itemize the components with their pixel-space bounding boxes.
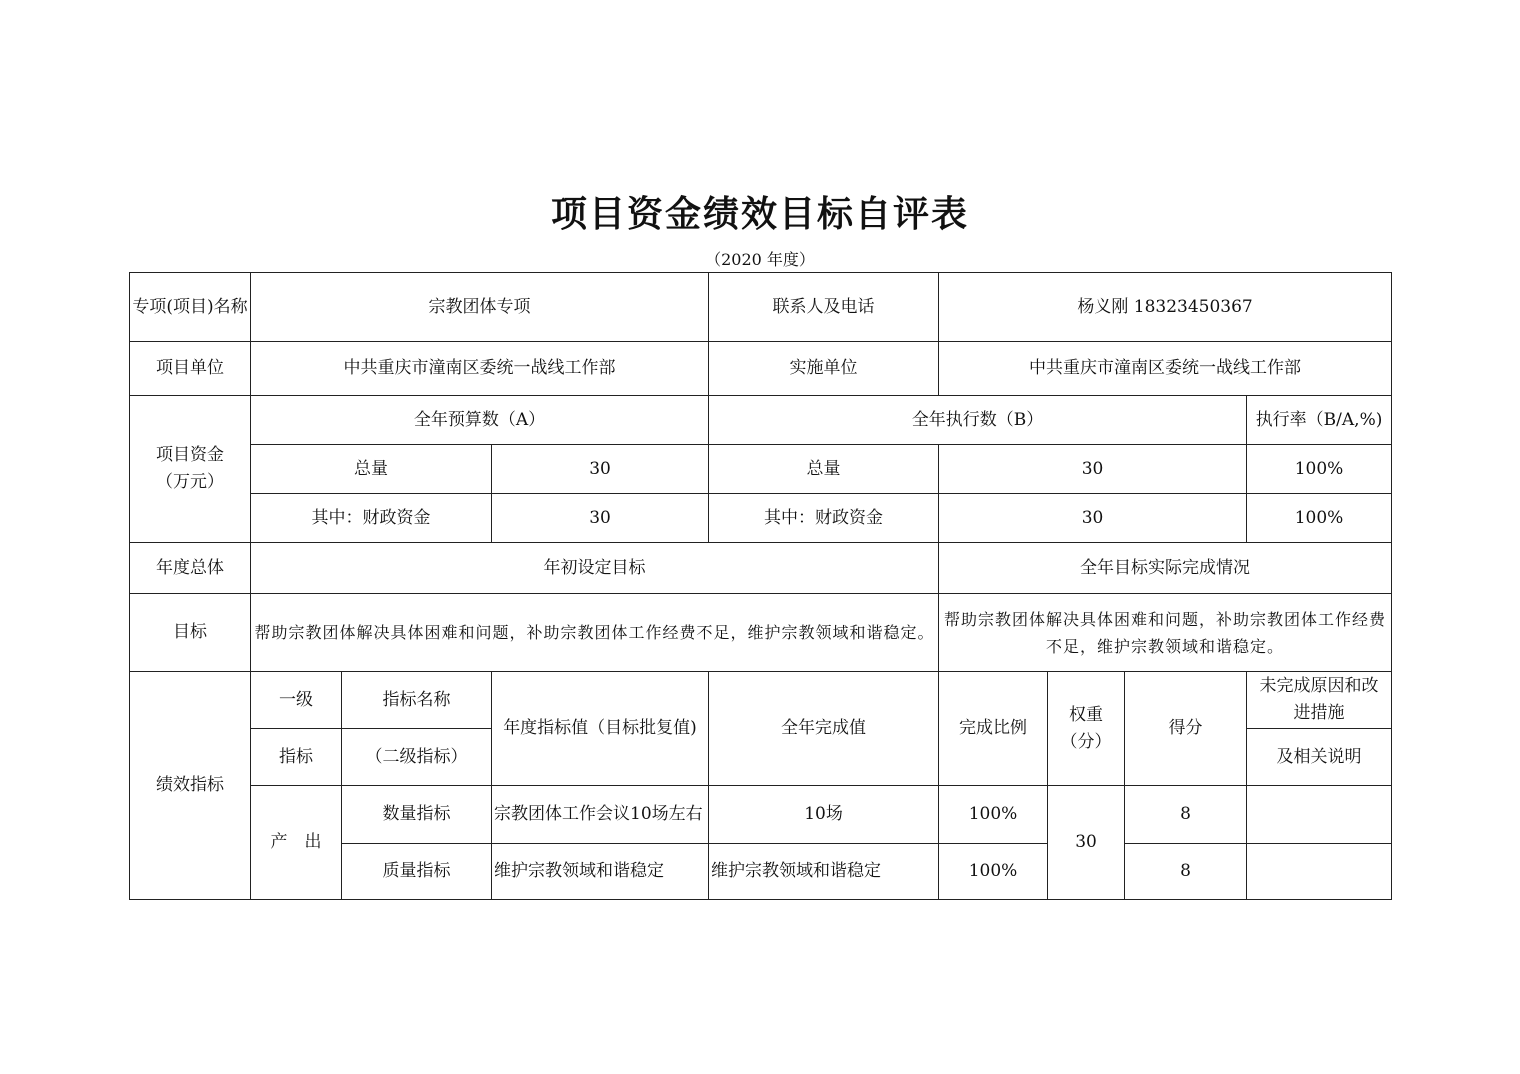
impl-unit-value: 中共重庆市潼南区委统一战线工作部 xyxy=(939,342,1392,396)
fiscal-rate: 100% xyxy=(1247,494,1392,543)
project-name-label: 专项(项目)名称 xyxy=(130,273,251,342)
rate-header: 执行率（B/A,%) xyxy=(1247,396,1392,445)
annual-goal-label: 年度总体 xyxy=(130,543,251,594)
score-header: 得分 xyxy=(1125,672,1247,786)
total-label: 总量 xyxy=(251,445,492,494)
level1-header: 一级 xyxy=(251,672,342,729)
fiscal-exec-label: 其中：财政资金 xyxy=(709,494,939,543)
perf-row-reason xyxy=(1247,786,1392,844)
reason-header: 未完成原因和改进措施 xyxy=(1247,672,1392,729)
perf-weight: 30 xyxy=(1048,786,1125,900)
perf-row-actual: 维护宗教领域和谐稳定 xyxy=(709,844,939,900)
perf-row-name: 质量指标 xyxy=(342,844,492,900)
perf-row-score: 8 xyxy=(1125,786,1247,844)
weight-header: 权重（分） xyxy=(1048,672,1125,786)
perf-category: 产 出 xyxy=(251,786,342,900)
perf-row-target: 维护宗教领域和谐稳定 xyxy=(492,844,709,900)
project-unit-value: 中共重庆市潼南区委统一战线工作部 xyxy=(251,342,709,396)
perf-row-ratio: 100% xyxy=(939,844,1048,900)
budget-header: 全年预算数（A） xyxy=(251,396,709,445)
exec-header: 全年执行数（B） xyxy=(709,396,1247,445)
project-name-value: 宗教团体专项 xyxy=(251,273,709,342)
set-goal-header: 年初设定目标 xyxy=(251,543,939,594)
ratio-header: 完成比例 xyxy=(939,672,1048,786)
total-exec: 30 xyxy=(939,445,1247,494)
actual-goal-header: 全年目标实际完成情况 xyxy=(939,543,1392,594)
contact-value: 杨义刚 18323450367 xyxy=(939,273,1392,342)
name-header-2: （二级指标） xyxy=(342,729,492,786)
contact-label: 联系人及电话 xyxy=(709,273,939,342)
fiscal-budget: 30 xyxy=(492,494,709,543)
target-header: 年度指标值（目标批复值) xyxy=(492,672,709,786)
perf-row-reason xyxy=(1247,844,1392,900)
page-title: 项目资金绩效目标自评表 xyxy=(550,194,969,235)
impl-unit-label: 实施单位 xyxy=(709,342,939,396)
page-subtitle: （2020 年度） xyxy=(705,250,815,269)
name-header: 指标名称 xyxy=(342,672,492,729)
perf-row-score: 8 xyxy=(1125,844,1247,900)
level1-header-2: 指标 xyxy=(251,729,342,786)
perf-row-name: 数量指标 xyxy=(342,786,492,844)
goal-label: 目标 xyxy=(130,594,251,672)
funds-label: 项目资金（万元） xyxy=(130,396,251,543)
project-unit-label: 项目单位 xyxy=(130,342,251,396)
total-exec-label: 总量 xyxy=(709,445,939,494)
fiscal-label: 其中：财政资金 xyxy=(251,494,492,543)
reason-header-2: 及相关说明 xyxy=(1247,729,1392,786)
total-budget: 30 xyxy=(492,445,709,494)
total-rate: 100% xyxy=(1247,445,1392,494)
perf-row-target: 宗教团体工作会议10场左右 xyxy=(492,786,709,844)
evaluation-table xyxy=(129,272,1392,900)
actual-header: 全年完成值 xyxy=(709,672,939,786)
set-goal-text: 帮助宗教团体解决具体困难和问题，补助宗教团体工作经费不足，维护宗教领域和谐稳定。 xyxy=(251,594,939,672)
perf-row-actual: 10场 xyxy=(709,786,939,844)
perf-row-ratio: 100% xyxy=(939,786,1048,844)
perf-label: 绩效指标 xyxy=(130,672,251,900)
fiscal-exec: 30 xyxy=(939,494,1247,543)
actual-goal-text: 帮助宗教团体解决具体困难和问题，补助宗教团体工作经费不足，维护宗教领域和谐稳定。 xyxy=(939,594,1392,672)
